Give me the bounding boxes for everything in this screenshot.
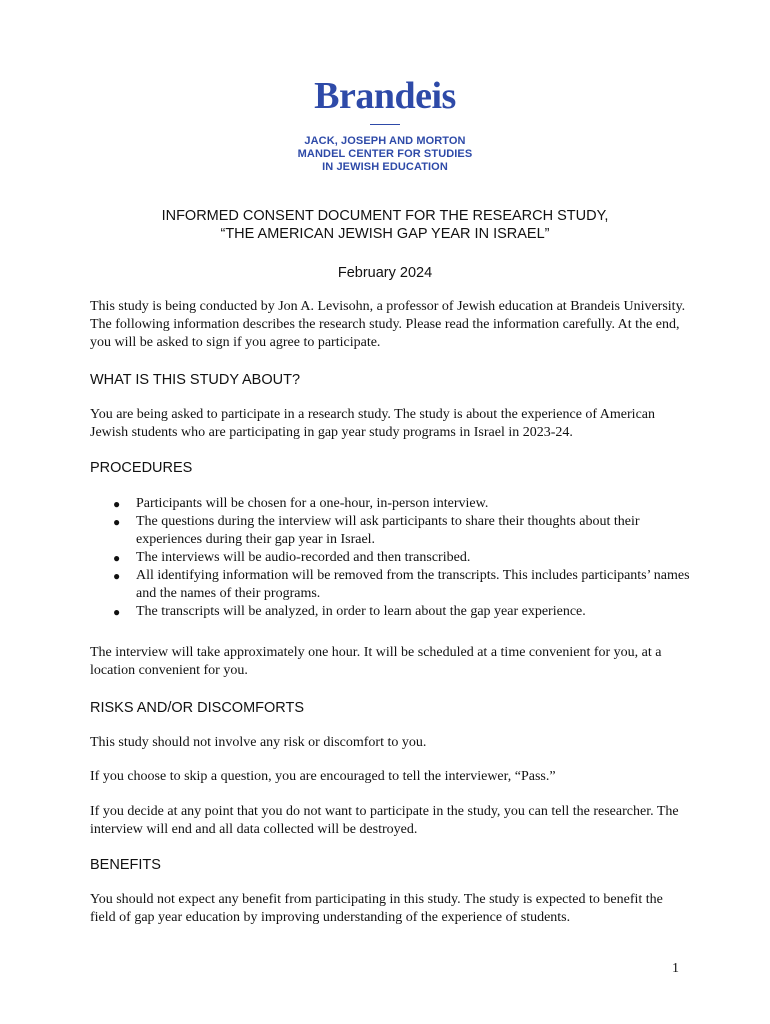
list-item	[90, 567, 690, 603]
list-item	[90, 549, 690, 567]
risks-paragraph-3: If you decide at any point that you do not want to participate in the study, you can tell the researcher. The interview will end and all data collected will be destroyed.	[90, 804, 679, 837]
risks-paragraph-2: If you choose to skip a question, you are encouraged to tell the interviewer, “Pass.”	[90, 769, 556, 784]
intro-paragraph: This study is being conducted by Jon A. Levisohn, a professor of Jewish education at Brandeis University. The following information describes the research study. Please read the information carefully. At the end, you will be asked to sign if you agree to participate.	[90, 299, 686, 350]
section-heading-about: WHAT IS THIS STUDY ABOUT?	[90, 372, 301, 388]
page-number: 1	[672, 961, 679, 976]
list-item	[90, 513, 690, 549]
document-date: February 2024	[337, 265, 433, 281]
risks-paragraph-1: This study should not involve any risk or discomfort to you.	[90, 735, 427, 750]
list-item-text: The interviews will be audio-recorded and then transcribed.	[136, 550, 471, 565]
list-item	[90, 495, 690, 513]
procedures-list	[90, 495, 690, 621]
document-title-line-2: “THE AMERICAN JEWISH GAP YEAR IN ISRAEL”	[220, 226, 550, 242]
about-paragraph: You are being asked to participate in a research study. The study is about the experience of American Jewish students who are participating in gap year study programs in Israel in 2023-24.	[90, 407, 656, 440]
bullet-icon: ●	[113, 497, 121, 511]
list-item-text: Participants will be chosen for a one-hour, in-person interview.	[136, 496, 489, 511]
list-item-text: The questions during the interview will ask participants to share their thoughts about their experiences during their gap year in Israel.	[136, 514, 640, 547]
brandeis-logo	[0, 75, 770, 174]
list-item	[90, 603, 690, 621]
bullet-icon: ●	[113, 551, 121, 565]
logo-subtitle-line-1: JACK, JOSEPH AND MORTON	[304, 135, 466, 147]
section-heading-risks: RISKS AND/OR DISCOMFORTS	[90, 700, 305, 716]
bullet-icon: ●	[113, 515, 121, 529]
logo-subtitle-line-2: MANDEL CENTER FOR STUDIES	[297, 148, 473, 160]
procedures-duration-paragraph: The interview will take approximately one hour. It will be scheduled at a time convenient for you, at a location convenient for you.	[90, 645, 662, 678]
logo-wordmark: Brandeis	[314, 75, 456, 117]
logo-divider	[370, 124, 400, 125]
section-heading-procedures: PROCEDURES	[90, 460, 193, 476]
bullet-icon: ●	[113, 569, 121, 583]
section-heading-benefits: BENEFITS	[90, 857, 161, 873]
document-title-line-1: INFORMED CONSENT DOCUMENT FOR THE RESEARCH STUDY,	[161, 208, 609, 224]
bullet-icon: ●	[113, 605, 121, 619]
benefits-paragraph: You should not expect any benefit from participating in this study. The study is expected to benefit the field of gap year education by improving understanding of the experience of students.	[90, 892, 663, 925]
list-item-text: The transcripts will be analyzed, in order to learn about the gap year experience.	[136, 604, 586, 619]
logo-subtitle-line-3: IN JEWISH EDUCATION	[322, 161, 448, 173]
list-item-text: All identifying information will be removed from the transcripts. This includes participants’ names and the names of their programs.	[136, 568, 690, 601]
